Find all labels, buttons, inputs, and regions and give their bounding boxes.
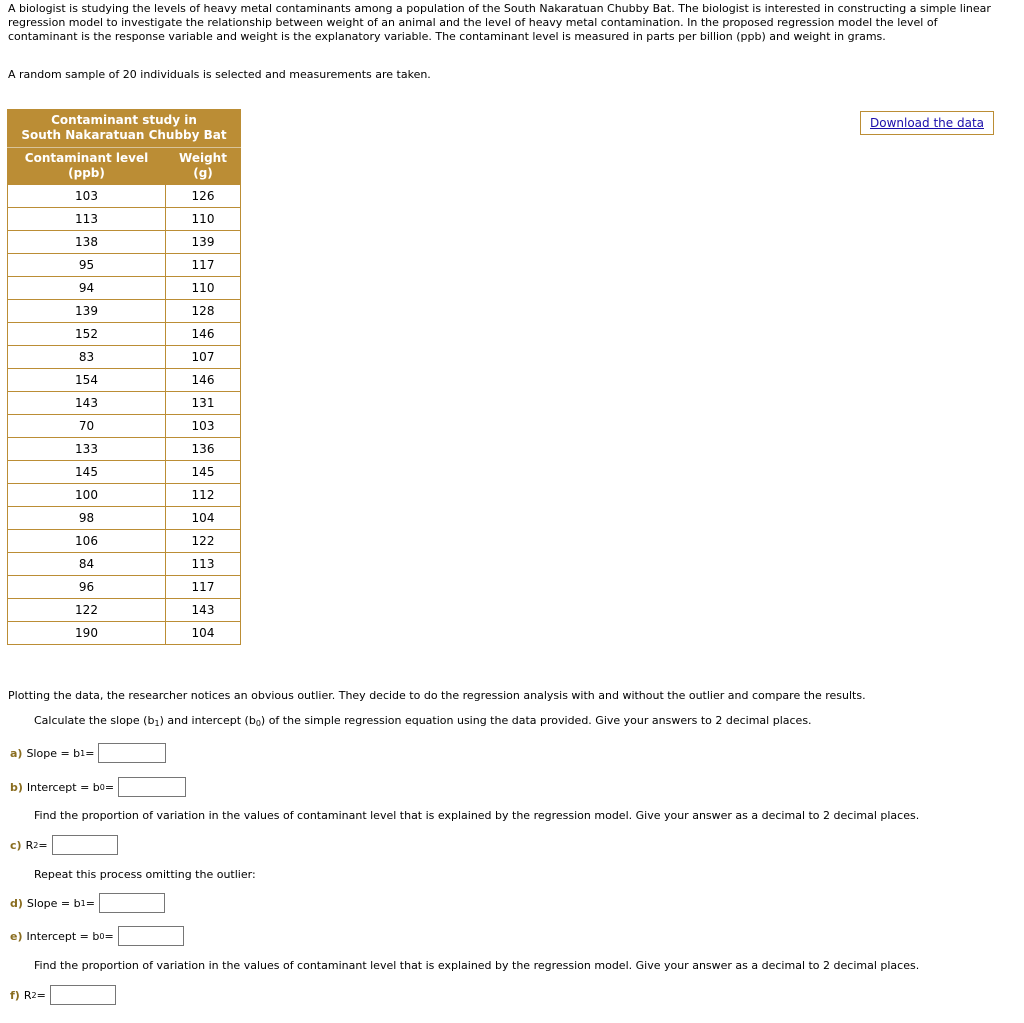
weight-cell: 112: [166, 484, 241, 507]
contaminant-level-cell: 154: [8, 369, 166, 392]
weight-cell: 117: [166, 254, 241, 277]
weight-cell: 143: [166, 599, 241, 622]
contaminant-level-cell: 152: [8, 323, 166, 346]
contaminant-level-cell: 103: [8, 185, 166, 208]
contaminant-level-cell: 95: [8, 254, 166, 277]
question-f: f) R 2 =: [10, 985, 116, 1005]
slope-input-d[interactable]: [99, 893, 165, 913]
weight-cell: 126: [166, 185, 241, 208]
weight-cell: 110: [166, 277, 241, 300]
r-squared-input-c[interactable]: [52, 835, 118, 855]
contaminant-level-cell: 138: [8, 231, 166, 254]
table-row: [8, 530, 241, 553]
weight-cell: 122: [166, 530, 241, 553]
table-row: [8, 323, 241, 346]
repeat-instructions: Repeat this process omitting the outlier:: [34, 868, 256, 881]
question-d: d) Slope = b 1 =: [10, 893, 165, 913]
slope-input-a[interactable]: [98, 743, 166, 763]
table-row: [8, 254, 241, 277]
table-row: [8, 415, 241, 438]
table-row: [8, 392, 241, 415]
table-row: [8, 507, 241, 530]
calculate-instructions: Calculate the slope $(b_1)$ and intercept $(b_0)$ of the simple regression equation using the data provided. Give your answers to 2 decimal places.: [34, 714, 812, 728]
table-title-line1: Contaminant study in: [51, 113, 197, 127]
table-row: [8, 185, 241, 208]
weight-cell: 145: [166, 461, 241, 484]
table-title: [8, 109, 241, 148]
proportion-instructions-2: Find the proportion of variation in the values of contaminant level that is explained by the regression model. Give your answer as a decimal to 2 decimal places.: [34, 959, 920, 972]
contaminant-level-cell: 94: [8, 277, 166, 300]
table-row: [8, 369, 241, 392]
table-row: [8, 208, 241, 231]
weight-cell: 107: [166, 346, 241, 369]
weight-cell: 146: [166, 323, 241, 346]
table-row: [8, 553, 241, 576]
contaminant-level-cell: 113: [8, 208, 166, 231]
table-row: [8, 461, 241, 484]
contaminant-level-cell: 143: [8, 392, 166, 415]
question-e: e) Intercept = b 0 =: [10, 926, 184, 946]
question-b: b) Intercept = b 0 =: [10, 777, 186, 797]
column-header-weight: Weight (g): [166, 148, 241, 185]
table-row: [8, 277, 241, 300]
table-row: [8, 231, 241, 254]
weight-cell: 104: [166, 507, 241, 530]
contaminant-level-cell: 190: [8, 622, 166, 645]
table-row: [8, 576, 241, 599]
contaminant-level-cell: 122: [8, 599, 166, 622]
proportion-instructions-1: Find the proportion of variation in the values of contaminant level that is explained by the regression model. Give your answer as a decimal to 2 decimal places.: [34, 809, 920, 822]
contaminant-level-cell: 98: [8, 507, 166, 530]
weight-cell: 131: [166, 392, 241, 415]
table-row: [8, 300, 241, 323]
intercept-input-b[interactable]: [118, 777, 186, 797]
contaminant-level-cell: 84: [8, 553, 166, 576]
contaminant-level-cell: 83: [8, 346, 166, 369]
weight-cell: 104: [166, 622, 241, 645]
weight-cell: 113: [166, 553, 241, 576]
contaminant-level-cell: 145: [8, 461, 166, 484]
contaminant-level-cell: 70: [8, 415, 166, 438]
intro-paragraph: A biologist is studying the levels of heavy metal contaminants among a population of the South Nakaratuan Chubby Bat. The biologist is interested in constructing a simple linear regression model to investigate the relationship between weight of an animal and the level of heavy metal contamination. In the proposed regression model the level of contaminant is the response variable and weight is the explanatory variable. The contaminant level is measured in parts per billion (ppb) and weight in grams.: [8, 2, 991, 43]
plot-paragraph: Plotting the data, the researcher notices an obvious outlier. They decide to do the regression analysis with and without the outlier and compare the results.: [8, 689, 866, 702]
weight-cell: 110: [166, 208, 241, 231]
contaminant-level-cell: 96: [8, 576, 166, 599]
table-row: [8, 599, 241, 622]
weight-cell: 139: [166, 231, 241, 254]
weight-cell: 136: [166, 438, 241, 461]
download-data-link[interactable]: Download the data: [860, 111, 994, 135]
table-body: [8, 185, 241, 645]
contaminant-level-cell: 106: [8, 530, 166, 553]
question-c: c) R 2 =: [10, 835, 118, 855]
weight-cell: 117: [166, 576, 241, 599]
contaminant-level-cell: 100: [8, 484, 166, 507]
data-table: [7, 109, 241, 645]
weight-cell: 103: [166, 415, 241, 438]
question-a: a) Slope = b 1 =: [10, 743, 166, 763]
table-row: [8, 622, 241, 645]
table-row: [8, 438, 241, 461]
table-title-line2: South Nakaratuan Chubby Bat: [21, 128, 227, 142]
column-header-contaminant: Contaminant level (ppb): [8, 148, 166, 185]
intercept-input-e[interactable]: [118, 926, 184, 946]
contaminant-level-cell: 139: [8, 300, 166, 323]
weight-cell: 146: [166, 369, 241, 392]
table-row: [8, 346, 241, 369]
table-row: [8, 484, 241, 507]
r-squared-input-f[interactable]: [50, 985, 116, 1005]
sample-paragraph: A random sample of 20 individuals is selected and measurements are taken.: [8, 68, 431, 81]
contaminant-level-cell: 133: [8, 438, 166, 461]
weight-cell: 128: [166, 300, 241, 323]
